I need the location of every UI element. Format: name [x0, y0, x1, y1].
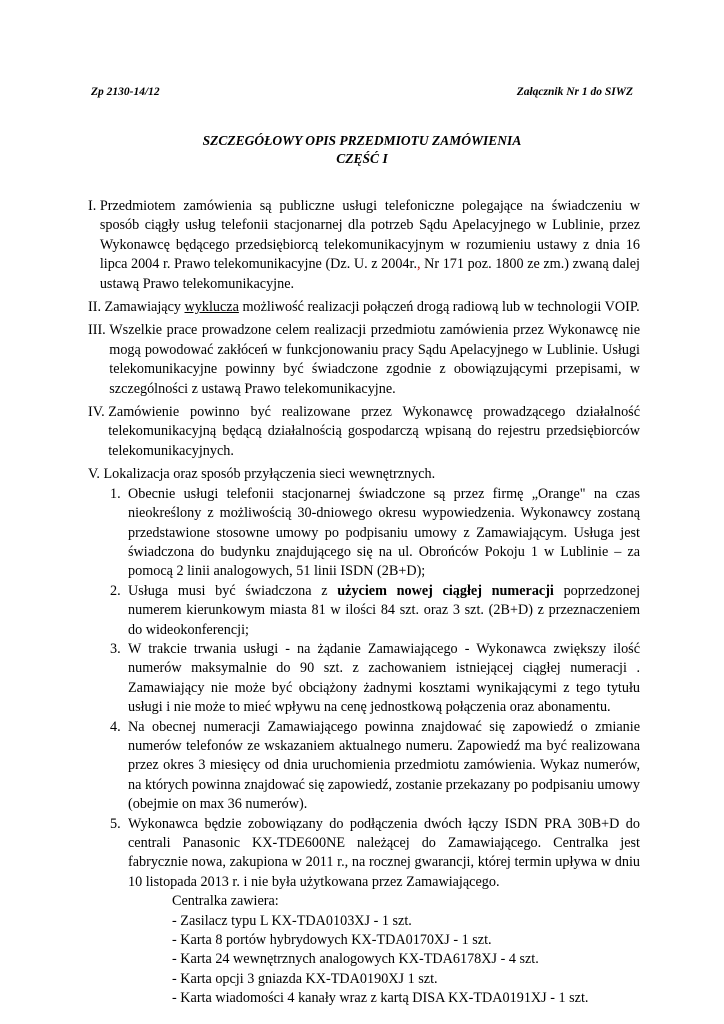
document-body: [88, 197, 640, 1009]
item-text: [128, 582, 640, 640]
component-item: - Zasilacz typu L KX-TDA0103XJ - 1 szt.: [172, 912, 412, 929]
list-item: [88, 582, 640, 640]
component-item: - Karta 8 portów hybrydowych KX-TDA0170XJ - 1 szt.: [172, 932, 492, 949]
item-number: 5.: [110, 815, 121, 832]
item-text: Obecnie usługi telefonii stacjonarnej świadczone są przez firmę „Orange" na czas nieokreślony z możliwością 30-dniowego okresu wypowiedzenia. Wykonawcy zostaną przedstawione stosowne umowy po podpisaniu umowy z Zamawiającym. Usługa jest świadczona do budynku znajdującego się na ul. Obrońców Pokoju 1 w Lublinie – za pomocą 2 linii analogowych, 51 linii ISDN (2B+D);: [128, 485, 640, 580]
section-5: [88, 465, 640, 484]
item-number: 3.: [110, 640, 121, 657]
item-text: Wykonawca będzie zobowiązany do podłączenia dwóch łączy ISDN PRA 30B+D do centrali Panasonic KX-TDE600NE należącej do Zamawiającego. Centralka jest fabrycznie nowa, zakupiona w 2011 r., na rocznej gwarancji, której termin upływa w dniu 10 listopada 2013 r. i nie była użytkowana przez Zamawiającego.: [128, 815, 640, 890]
list-item: [88, 718, 640, 815]
section-3: [88, 321, 640, 399]
title-line-1: SZCZEGÓŁOWY OPIS PRZEDMIOTU ZAMÓWIENIA: [202, 133, 522, 148]
item-text-part: poprzedzonej numerem kierunkowym miasta 81 w ilości 84 szt. oraz 3 szt. (2B+D) z przeznaczeniem do wideokonferencji;: [128, 582, 641, 638]
item-number: 2.: [110, 582, 121, 599]
section-text-part: możliwość realizacji połączeń drogą radiową lub w technologii VOIP.: [238, 299, 640, 316]
section-4: [88, 403, 640, 461]
section-text: Zamówienie powinno być realizowane przez Wykonawcę prowadzącego działalność telekomunikacyjną będącą działalnością gospodarczą wpisaną do rejestru przedsiębiorców telekomunikacyjnych.: [108, 404, 640, 459]
section-text-part: Zamawiający: [104, 299, 185, 316]
section-text: [105, 298, 640, 317]
red-comma: ,: [417, 256, 421, 273]
list-item: [88, 640, 640, 718]
centralka-components: [88, 892, 640, 1008]
section-number: III.: [88, 322, 110, 339]
section-number: IV.: [88, 404, 109, 421]
component-item: - Karta 24 wewnętrznych analogowych KX-TDA6178XJ - 4 szt.: [172, 951, 539, 968]
component-item: - Karta opcji 3 gniazda KX-TDA0190XJ 1 szt.: [172, 970, 438, 987]
item-number: 1.: [110, 485, 121, 502]
reference-number: Zp 2130-14/12: [91, 86, 160, 98]
document-title: [0, 132, 724, 168]
item-number: 4.: [110, 718, 121, 735]
section-number: V.: [88, 466, 104, 483]
section-number: I.: [88, 198, 100, 214]
item-text: W trakcie trwania usługi - na żądanie Zamawiającego - Wykonawca zwiększy ilość numerów maksymalnie do 90 szt. z zachowaniem istniejącej ciągłej numeracji . Zamawiający nie może być obciążony żadnymi kosztami wynikającymi z tego tytułu usługi i nie może to mieć wpływu na cenę jednostkową połączenia oraz abonamentu.: [128, 640, 640, 716]
item-text-part: Usługa musi być świadczona z: [128, 582, 338, 599]
section-text: Wszelkie prace prowadzone celem realizacji przedmiotu zamówienia przez Wykonawcę nie mogą powodować zakłóceń w funkcjonowaniu pracy Sądu Apelacyjnego w Lublinie. Usługi telekomunikacyjne powinny być świadczone zgodnie z obowiązującymi przepisami, w szczególności z ustawą Prawo telekomunikacyjne.: [109, 322, 640, 397]
component-item: - Karta wiadomości 4 kanały wraz z kartą DISA KX-TDA0191XJ - 1 szt.: [172, 990, 589, 1007]
section-text-part: Przedmiotem zamówienia są publiczne usługi telefoniczne polegające na świadczeniu w sposób ciągły usług telefonii stacjonarnej dla potrzeb Sądu Apelacyjnego w Lublinie, przez Wykonawcę będącego przedsiębiorcą telekomunikacyjnym w rozumieniu ustawy z dnia 16 lipca 2004 r. Prawo telekomunikacyjne (Dz. U. z 2004r.: [99, 198, 640, 273]
section-text: [100, 197, 640, 294]
bold-phrase: użyciem nowej ciągłej numeracji: [337, 582, 554, 599]
title-line-2: CZĘŚĆ I: [336, 151, 388, 166]
attachment-label: Załącznik Nr 1 do SIWZ: [516, 86, 633, 98]
list-item: [88, 485, 640, 582]
section-number: II.: [88, 299, 105, 316]
section-2: [88, 298, 640, 317]
centralka-heading: Centralka zawiera:: [172, 893, 279, 910]
list-item: [88, 815, 640, 893]
underlined-word: wyklucza: [184, 299, 239, 316]
section-1: [88, 197, 640, 294]
section-text: Lokalizacja oraz sposób przyłączenia sieci wewnętrznych.: [103, 466, 436, 483]
item-text: Na obecnej numeracji Zamawiającego powinna znajdować się zapowiedź o zmianie numerów telefonów ze wskazaniem aktualnego numeru. Zapowiedź ma być realizowana przez okres 3 miesięcy od dnia uruchomienia przedmiotu zamówienia. Wykaz numerów, na których powinna znajdować się zapowiedź, zostanie przekazany po podpisaniu umowy (obejmie on max 36 numerów).: [128, 718, 640, 813]
section-text-part: Nr 171 poz. 1800 ze zm.) zwaną dalej ustawą Prawo telekomunikacyjne.: [99, 256, 640, 292]
